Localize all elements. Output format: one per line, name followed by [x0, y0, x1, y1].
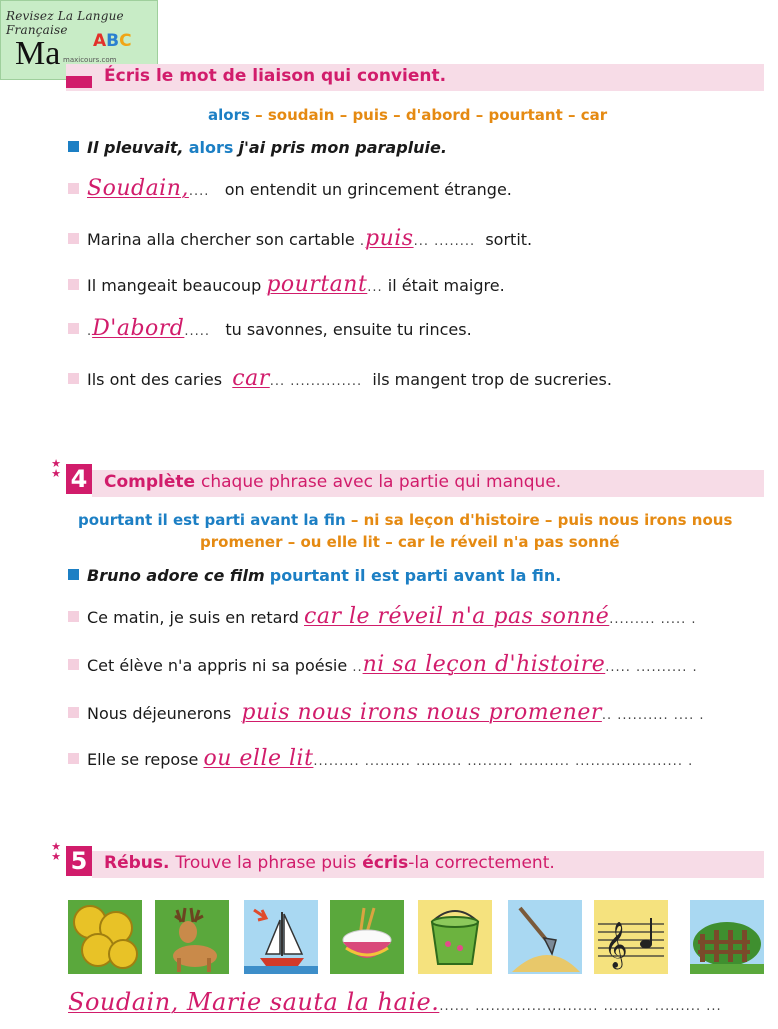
exercise4-title: Complète chaque phrase avec la partie qui manque. — [104, 472, 562, 492]
exercise3-item-2: Marina alla chercher son cartable .puis... ........ sortit. — [68, 226, 532, 251]
answer-ex4-4: ou elle lit — [203, 746, 314, 771]
word-car: car — [580, 106, 608, 124]
svg-text:𝄞: 𝄞 — [604, 922, 628, 968]
item-bullet-icon — [68, 233, 79, 244]
difficulty-stars-icon: ★ ★ — [51, 458, 61, 480]
word-dabord: d'abord — [405, 106, 471, 124]
exercise5-title: Rébus. Trouve la phrase puis écris-la correctement. — [104, 853, 555, 873]
exercise5-number: 5 — [66, 846, 92, 876]
exercise3-marker — [66, 76, 92, 88]
exercise3-item-1: Soudain,.... on entendit un grincement étrange. — [68, 176, 512, 201]
logo-abc: ABC — [93, 31, 132, 51]
item-bullet-icon — [68, 707, 79, 718]
exercise4-item-4: Elle se repose ou elle lit......... ......... ......... ......... .......... ..................... . — [68, 746, 693, 771]
sailboat-icon — [244, 900, 318, 974]
bucket-icon — [418, 900, 492, 974]
answer-ex4-1: car le réveil n'a pas sonné — [304, 604, 610, 629]
exercise4-example: Bruno adore ce film pourtant il est parti avant la fin. — [68, 566, 561, 585]
exercise4-item-2: Cet élève n'a appris ni sa poésie ..ni sa leçon d'histoire..... .......... . — [68, 652, 698, 677]
answer-ex4-3: puis nous irons nous promener — [241, 700, 602, 725]
exercise3-title: Écris le mot de liaison qui convient. — [104, 66, 447, 86]
hedge-fence-icon — [690, 900, 764, 974]
item-bullet-icon — [68, 753, 79, 764]
exercise4-item-1: Ce matin, je suis en retard car le réveil n'a pas sonné......... ..... . — [68, 604, 697, 629]
exercise4-word-bank-line1: pourtant il est parti avant la fin – ni sa leçon d'histoire – puis nous irons nous — [78, 511, 733, 529]
exercise3-word-bank: alors – soudain – puis – d'abord – pourtant – car — [208, 106, 608, 124]
example-bullet-icon — [68, 141, 79, 152]
item-bullet-icon — [68, 183, 79, 194]
logo-tagline: Revisez La Langue Française — [6, 9, 124, 37]
word-pourtant: pourtant — [488, 106, 563, 124]
item-bullet-icon — [68, 373, 79, 384]
shovel-sand-icon — [508, 900, 582, 974]
item-bullet-icon — [68, 323, 79, 334]
exercise3-item-5: Ils ont des caries car... .............. ils mangent trop de sucreries. — [68, 366, 612, 391]
answer-5: car — [232, 366, 270, 391]
music-staff-icon — [594, 900, 668, 974]
answer-2: puis — [365, 226, 414, 251]
exercise4-number: 4 — [66, 464, 92, 494]
exercise3-item-4: .D'abord..... tu savonnes, ensuite tu rinces. — [68, 316, 472, 341]
example-bullet-icon — [68, 569, 79, 580]
item-bullet-icon — [68, 279, 79, 290]
exercise3-example: Il pleuvait, alors j'ai pris mon parapluie. — [68, 138, 447, 157]
word-soudain: soudain — [267, 106, 335, 124]
item-bullet-icon — [68, 611, 79, 622]
answer-1: Soudain, — [87, 176, 189, 201]
item-bullet-icon — [68, 659, 79, 670]
exercise5-answer: Soudain, Marie sauta la haie. — [68, 988, 440, 1016]
word-puis: puis — [352, 106, 388, 124]
answer-3: pourtant — [266, 272, 368, 297]
deer-icon — [155, 900, 229, 974]
answer-ex4-2: ni sa leçon d'histoire — [362, 652, 606, 677]
exercise5-answer-line: Soudain, Marie sauta la haie....... ........................ ......... ......... ... — [68, 988, 722, 1016]
exercise3-item-3: Il mangeait beaucoup pourtant... il était maigre. — [68, 272, 505, 297]
logo-small-text: maxicours.com — [63, 56, 117, 64]
difficulty-stars-icon: ★ ★ — [51, 841, 61, 863]
exercise4-word-bank-line2: promener – ou elle lit – car le réveil n'a pas sonné — [200, 533, 620, 551]
word-alors: alors — [208, 106, 250, 124]
exercise4-item-3: Nous déjeunerons puis nous irons nous promener.. .......... .... . — [68, 700, 705, 725]
coins-icon — [68, 900, 142, 974]
answer-4: D'abord — [92, 316, 185, 341]
rice-bowl-icon — [330, 900, 404, 974]
logo-ma: Ma — [15, 35, 61, 72]
